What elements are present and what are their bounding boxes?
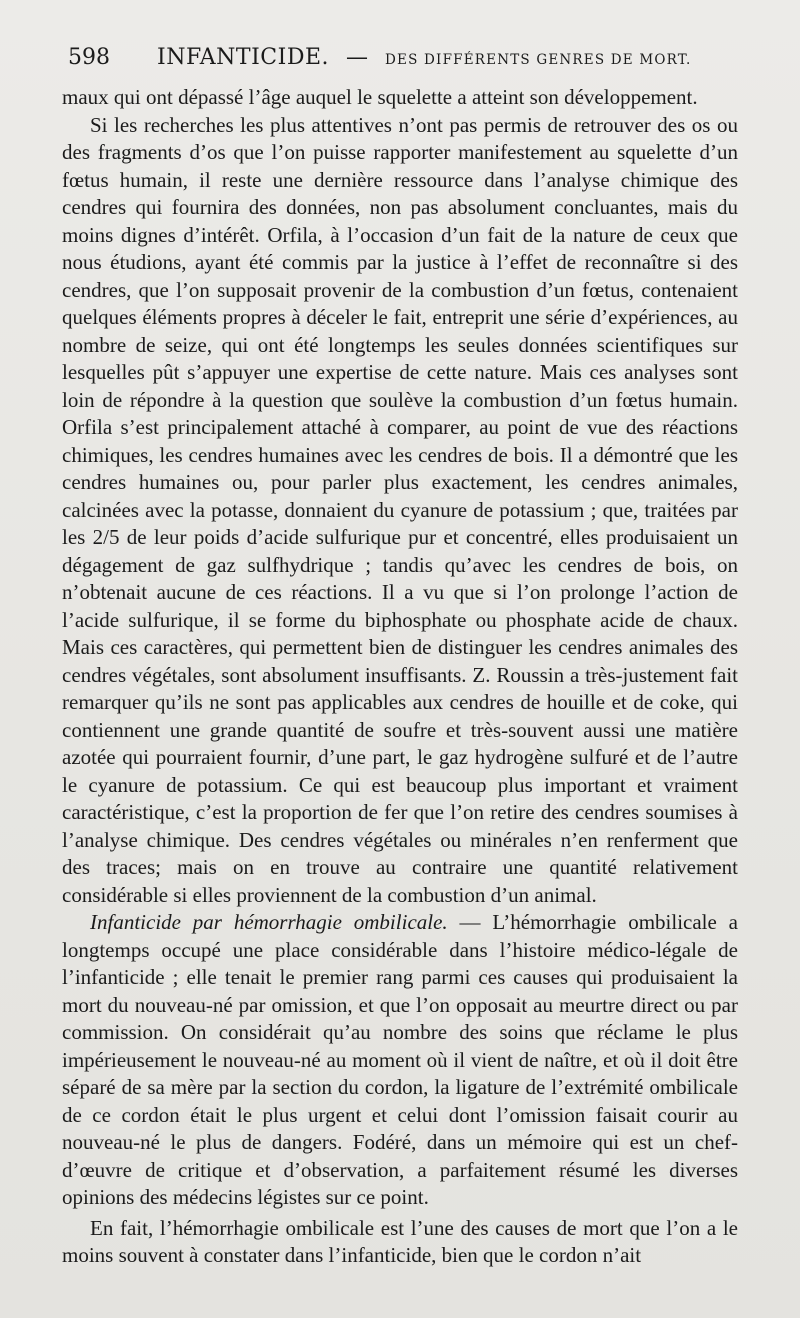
running-header — [68, 44, 736, 74]
running-title: INFANTICIDE. — [157, 45, 330, 70]
section-heading: Infanticide par hémorrhagie ombilicale. — [90, 910, 448, 934]
header-dash: — — [346, 45, 369, 70]
paragraph-umbilical-hemorrhage — [62, 909, 738, 1212]
paragraph-in-fact: En fait, l’hémorrhagie ombilicale est l’une des causes de mort que l’on a le moins souvent à constater dans l’infanticide, bien que le cordon n’ait — [62, 1215, 738, 1267]
paragraph-continued: maux qui ont dépassé l’âge auquel le squelette a atteint son développement. — [62, 85, 698, 109]
running-subtitle: DES DIFFÉRENTS GENRES DE MORT. — [385, 52, 692, 68]
paragraph-fetal-ash-analysis: Si les recherches les plus attentives n’ont pas permis de retrouver des os ou des fragments d’os que l’on puisse rapporter manifestement au squelette d’un fœtus humain, il reste une dernière ressource dans l’analyse chimique des cendres qui fournira des données, non pas absolument concluantes, mais du moins dignes d’intérêt. Orfila, à l’occasion d’un fait de la nature de ceux que nous étudions, ayant été commis par la justice à l’effet de reconnaître si des cendres, que l’on supposait provenir de la combustion d’un fœtus, contenaient quelques éléments propres à déceler le fait, entreprit une série d’expériences, au nombre de seize, qui ont été longtemps les seules données scientifiques sur lesquelles pût s’appuyer une expertise de cette nature. Mais ces analyses sont loin de répondre à la question que soulève la combustion d’un fœtus humain. Orfila s’est principalement attaché à comparer, au point de vue des réactions chimiques, les cendres humaines avec les cendres de bois. Il a démontré que les cendres humaines ou, pour parler plus exactement, les cendres animales, calcinées avec la potasse, donnaient du cyanure de potassium ; que, traitées par les 2/5 de leur poids d’acide sulfurique pur et concentré, elles produisaient un dégagement de gaz sulfhydrique ; tandis qu’avec les cendres de bois, on n’obtenait aucune de ces réactions. Il a vu que si l’on prolonge l’action de l’acide sulfurique, il se forme du biphosphate ou phosphate acide de chaux. Mais ces caractères, qui permettent bien de distinguer les cendres animales des cendres végétales, sont absolument insuffisants. Z. Roussin a très-justement fait remarquer qu’ils ne sont pas applicables aux cendres de houille et de coke, qui contiennent une grande quantité de soufre et très-souvent aussi une matière azotée qui pourraient fournir, d’une part, le gaz hydrogène sulfuré et de l’autre le cyanure de potassium. Ce qui est beaucoup plus important et vraiment caractéristique, c’est la proportion de fer que l’on retire des cendres soumises à l’analyse chimique. Des cendres végétales ou minérales n’en renferment que des traces; mais on en trouve au contraire une quantité relativement considérable si elles proviennent de la combustion d’un animal. — [62, 112, 738, 907]
page-number: 598 — [68, 45, 110, 70]
page-body — [62, 84, 738, 1270]
section-text: — L’hémorrhagie ombilicale a longtemps occupé une place considérable dans l’histoire médico-légale de l’infanticide ; elle tenait le premier rang parmi ces causes qui produisaient la mort du nouveau-né par omission, et que l’on opposait au meurtre direct ou par commission. On considérait qu’au nombre des soins que réclame le plus impérieusement le nouveau-né au moment où il vient de naître, et où il doit être séparé de sa mère par la section du cordon, la ligature de l’extrémité ombilicale de ce cordon était le plus urgent et celui dont l’omission faisait courir au nouveau-né le plus de dangers. Fodéré, dans un mémoire qui est un chef-d’œuvre de critique et d’observation, a parfaitement résumé les diverses opinions des médecins légistes sur ce point. — [62, 910, 738, 1209]
